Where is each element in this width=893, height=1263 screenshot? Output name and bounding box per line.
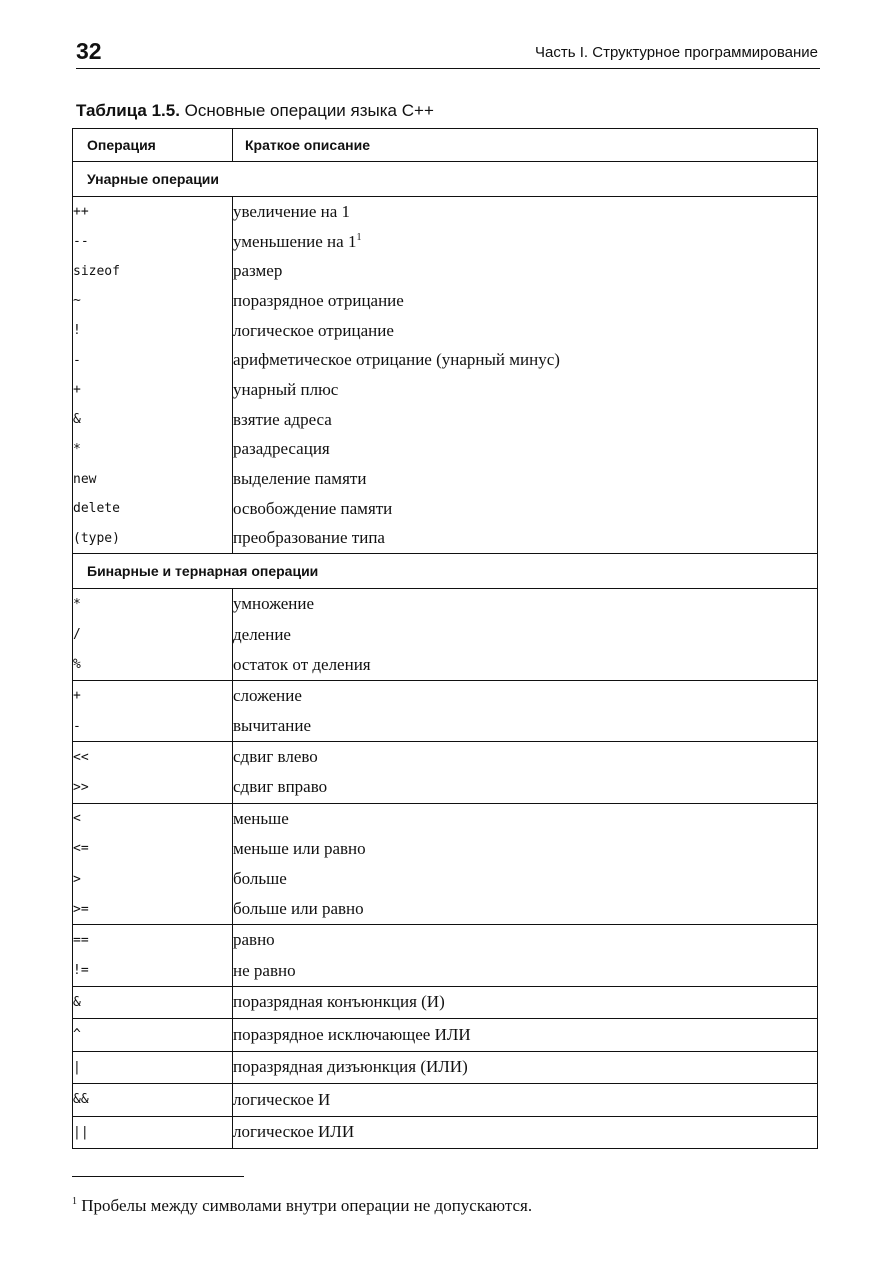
description-cell <box>233 405 818 435</box>
description-cell <box>233 834 818 864</box>
table-row <box>73 316 818 346</box>
table-row <box>73 834 818 864</box>
description-cell <box>233 316 818 346</box>
table-row <box>73 772 818 803</box>
description-text: поразрядная дизъюнкция (ИЛИ) <box>233 1057 468 1077</box>
operator-cell: - <box>73 345 233 375</box>
description-text: деление <box>233 624 291 644</box>
operator-cell: >> <box>73 772 233 803</box>
description-text: поразрядная конъюнкция (И) <box>233 992 445 1012</box>
description-cell <box>233 345 818 375</box>
operator-cell: - <box>73 711 233 742</box>
description-text: умножение <box>233 594 315 614</box>
description-text: сдвиг вправо <box>233 777 328 797</box>
description-text: уменьшение на 1 <box>233 231 357 251</box>
description-text: меньше или равно <box>233 838 366 858</box>
description-cell <box>233 803 818 834</box>
description-text: логическое ИЛИ <box>233 1122 355 1142</box>
description-text: вычитание <box>233 716 312 736</box>
operator-cell: & <box>73 405 233 435</box>
table-row <box>73 925 818 956</box>
table-row <box>73 711 818 742</box>
description-cell <box>233 1084 818 1117</box>
description-text: поразрядное отрицание <box>233 290 404 310</box>
table-row <box>73 345 818 375</box>
footnote-reference: 1 <box>356 231 362 243</box>
operator-cell: | <box>73 1051 233 1084</box>
description-cell <box>233 986 818 1019</box>
description-cell <box>233 894 818 925</box>
description-cell <box>233 286 818 316</box>
description-text: арифметическое отрицание (унарный минус) <box>233 350 560 370</box>
table-row <box>73 589 818 620</box>
description-cell <box>233 742 818 773</box>
operator-cell: + <box>73 375 233 405</box>
table-row <box>73 1051 818 1084</box>
description-text: размер <box>233 261 283 281</box>
description-cell <box>233 864 818 894</box>
description-text: взятие адреса <box>233 409 332 429</box>
operator-cell: / <box>73 619 233 649</box>
description-text: унарный плюс <box>233 379 339 399</box>
operator-cell: % <box>73 650 233 681</box>
header-rule <box>76 68 820 69</box>
table-row <box>73 986 818 1019</box>
operator-cell: sizeof <box>73 256 233 286</box>
operator-cell: > <box>73 864 233 894</box>
table-row <box>73 197 818 227</box>
description-cell <box>233 1019 818 1052</box>
description-text: остаток от деления <box>233 654 371 674</box>
table-row <box>73 256 818 286</box>
description-cell <box>233 256 818 286</box>
description-cell <box>233 524 818 554</box>
description-text: поразрядное исключающее ИЛИ <box>233 1024 471 1044</box>
description-cell <box>233 711 818 742</box>
operator-cell: * <box>73 435 233 465</box>
operator-cell: & <box>73 986 233 1019</box>
table-row <box>73 464 818 494</box>
footnote-text: Пробелы между символами внутри операции не допускаются. <box>81 1196 533 1215</box>
section-title: Унарные операции <box>73 162 818 197</box>
column-header-description: Краткое описание <box>233 129 818 162</box>
description-cell <box>233 589 818 620</box>
operator-cell: new <box>73 464 233 494</box>
operator-cell: * <box>73 589 233 620</box>
table-row <box>73 803 818 834</box>
operator-cell: >= <box>73 894 233 925</box>
table-row <box>73 619 818 649</box>
table-row <box>73 742 818 773</box>
description-text: равно <box>233 930 275 950</box>
operator-cell: == <box>73 925 233 956</box>
caption-label: Таблица 1.5. <box>76 101 180 120</box>
operator-cell: << <box>73 742 233 773</box>
page-number: 32 <box>76 38 102 64</box>
caption-text: Основные операции языка С++ <box>184 101 434 120</box>
table-row <box>73 405 818 435</box>
operator-cell: + <box>73 680 233 711</box>
operator-cell: -- <box>73 227 233 257</box>
table-row <box>73 375 818 405</box>
description-text: выделение памяти <box>233 469 367 489</box>
description-cell <box>233 375 818 405</box>
description-cell <box>233 227 818 257</box>
operations-table <box>72 128 818 1149</box>
footnote-marker: 1 <box>72 1196 77 1207</box>
table-row <box>73 494 818 524</box>
description-text: сложение <box>233 685 302 705</box>
description-cell <box>233 680 818 711</box>
operator-cell: ! <box>73 316 233 346</box>
operator-cell: (type) <box>73 524 233 554</box>
description-cell <box>233 619 818 649</box>
footnote <box>72 1196 532 1216</box>
table-row <box>73 286 818 316</box>
operator-cell: <= <box>73 834 233 864</box>
description-cell <box>233 925 818 956</box>
description-text: преобразование типа <box>233 528 385 548</box>
description-text: не равно <box>233 960 296 980</box>
section-row <box>73 554 818 589</box>
table-row <box>73 956 818 987</box>
table-row <box>73 1084 818 1117</box>
description-cell <box>233 650 818 681</box>
operator-cell: ~ <box>73 286 233 316</box>
running-head: Часть I. Структурное программирование <box>535 44 818 61</box>
table-body <box>73 162 818 1149</box>
description-text: сдвиг влево <box>233 747 318 767</box>
operator-cell: != <box>73 956 233 987</box>
table-row <box>73 435 818 465</box>
operator-cell: || <box>73 1116 233 1149</box>
description-text: увеличение на 1 <box>233 201 351 221</box>
footnote-rule <box>72 1176 244 1177</box>
description-text: меньше <box>233 808 289 828</box>
operator-cell: ++ <box>73 197 233 227</box>
description-text: больше <box>233 869 287 889</box>
table-caption <box>76 101 434 121</box>
table-row <box>73 864 818 894</box>
description-cell <box>233 1051 818 1084</box>
operator-cell: < <box>73 803 233 834</box>
table-row <box>73 524 818 554</box>
table-row <box>73 680 818 711</box>
operator-cell: delete <box>73 494 233 524</box>
table-row <box>73 227 818 257</box>
table-header-row <box>73 129 818 162</box>
column-header-operation: Операция <box>73 129 233 162</box>
table-row <box>73 650 818 681</box>
operator-cell: ^ <box>73 1019 233 1052</box>
table-row <box>73 1116 818 1149</box>
table-row <box>73 1019 818 1052</box>
operator-cell: && <box>73 1084 233 1117</box>
table-row <box>73 894 818 925</box>
description-cell <box>233 772 818 803</box>
description-text: разадресация <box>233 439 330 459</box>
description-text: больше или равно <box>233 899 364 919</box>
description-text: освобождение памяти <box>233 498 393 518</box>
section-title: Бинарные и тернарная операции <box>73 554 818 589</box>
description-cell <box>233 464 818 494</box>
description-cell <box>233 494 818 524</box>
description-text: логическое И <box>233 1089 331 1109</box>
description-cell <box>233 956 818 987</box>
section-row <box>73 162 818 197</box>
description-cell <box>233 1116 818 1149</box>
description-cell <box>233 435 818 465</box>
description-text: логическое отрицание <box>233 320 394 340</box>
description-cell <box>233 197 818 227</box>
